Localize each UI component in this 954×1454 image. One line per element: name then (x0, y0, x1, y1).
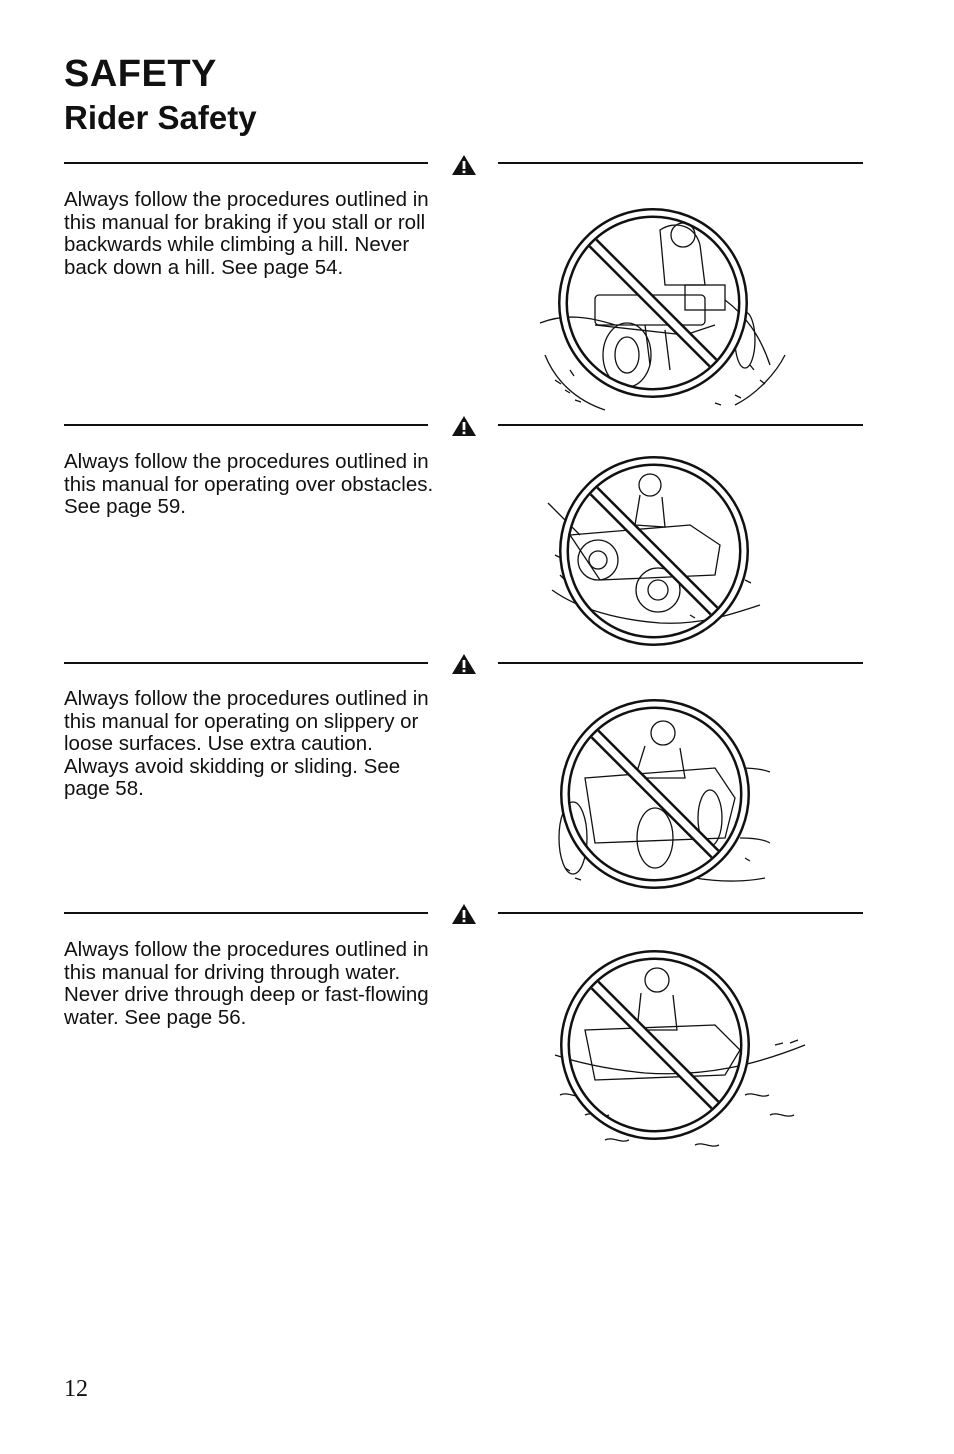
warning-text: Always follow the procedures outlined in this manual for driving through water. Never drive through deep or fast-flowing water. See page 56. (64, 938, 429, 1029)
page-title: SAFETY (64, 53, 217, 95)
warning-text: Always follow the procedures outlined in this manual for operating over obstacles. See page 59. (64, 450, 434, 519)
warning-text: Always follow the procedures outlined in this manual for operating on slippery or loose surfaces. Use extra caution. Always avoid skidding or sliding. See page 58. (64, 687, 429, 801)
page-number: 12 (64, 1376, 88, 1402)
warning-rule-right (498, 424, 863, 426)
no-skidding-icon (545, 698, 775, 898)
no-backing-down-hill-icon (535, 205, 795, 415)
warning-rule-right (498, 912, 863, 914)
no-deep-water-icon (545, 945, 815, 1155)
warning-triangle-icon (450, 153, 478, 177)
warning-rule-left (64, 662, 428, 664)
warning-text: Always follow the procedures outlined in this manual for braking if you stall or roll backwards while climbing a hill. Never back down a hill. See page 54. (64, 188, 429, 279)
warning-triangle-icon (450, 414, 478, 438)
warning-rule-left (64, 424, 428, 426)
warning-rule-left (64, 162, 428, 164)
page-subtitle: Rider Safety (64, 99, 257, 136)
warning-triangle-icon (450, 652, 478, 676)
warning-rule-left (64, 912, 428, 914)
warning-rule-right (498, 662, 863, 664)
warning-triangle-icon (450, 902, 478, 926)
warning-rule-right (498, 162, 863, 164)
no-obstacle-riding-icon (540, 455, 770, 655)
